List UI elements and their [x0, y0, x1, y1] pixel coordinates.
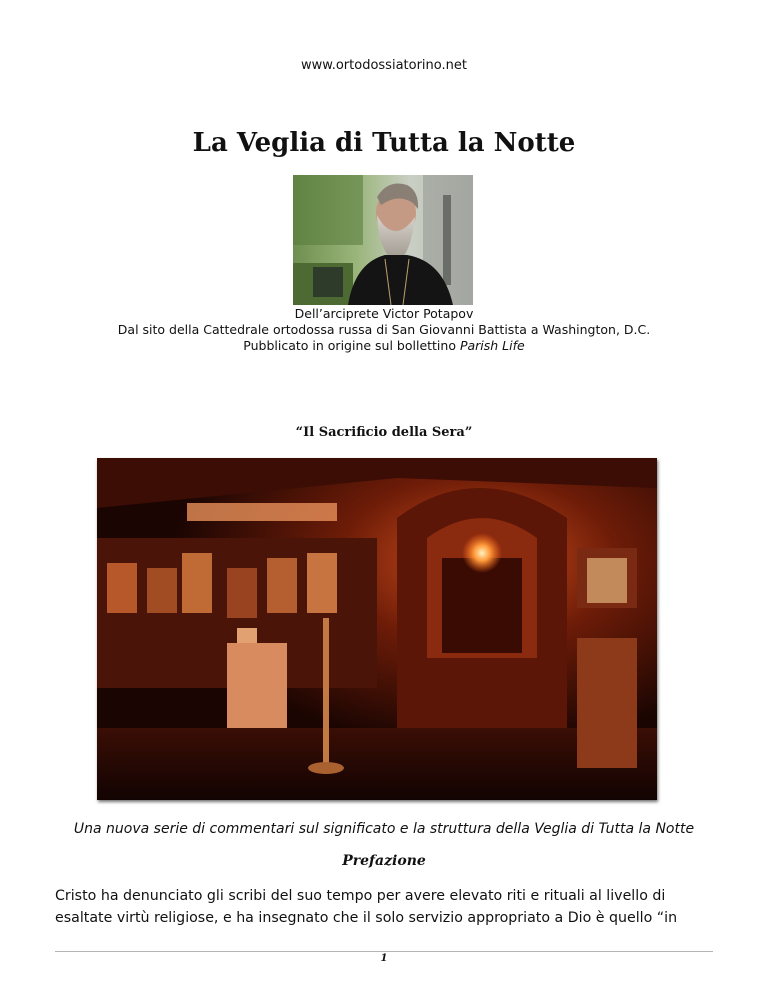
portrait-photo — [293, 175, 473, 305]
publication-title: Parish Life — [459, 338, 525, 353]
site-url[interactable]: www.ortodossiatorino.net — [301, 58, 467, 73]
page-title: La Veglia di Tutta la Notte — [192, 128, 576, 158]
body-paragraph — [55, 885, 715, 929]
preface-heading: Prefazione — [342, 853, 426, 869]
credits — [0, 306, 768, 354]
section-subtitle: “Il Sacrificio della Sera” — [295, 425, 473, 440]
church-interior-photo — [97, 458, 657, 800]
photo-caption: Una nuova serie di commentari sul significato e la struttura della Veglia di Tutta la Notte — [73, 821, 695, 837]
body-line: Cristo ha denunciato gli scribi del suo tempo per avere elevato riti e rituali al livello di — [55, 888, 666, 904]
page-number: 1 — [380, 953, 388, 964]
footer-divider — [55, 951, 713, 952]
publication-line — [0, 338, 768, 354]
author-line: Dell’arciprete Victor Potapov — [294, 306, 474, 321]
publication-prefix: Pubblicato in origine sul bollettino — [243, 338, 460, 353]
source-line: Dal sito della Cattedrale ortodossa russa di San Giovanni Battista a Washington, D.C. — [117, 322, 651, 337]
body-line: esaltate virtù religiose, e ha insegnato che il solo servizio appropriato a Dio è quello “in — [55, 910, 678, 926]
